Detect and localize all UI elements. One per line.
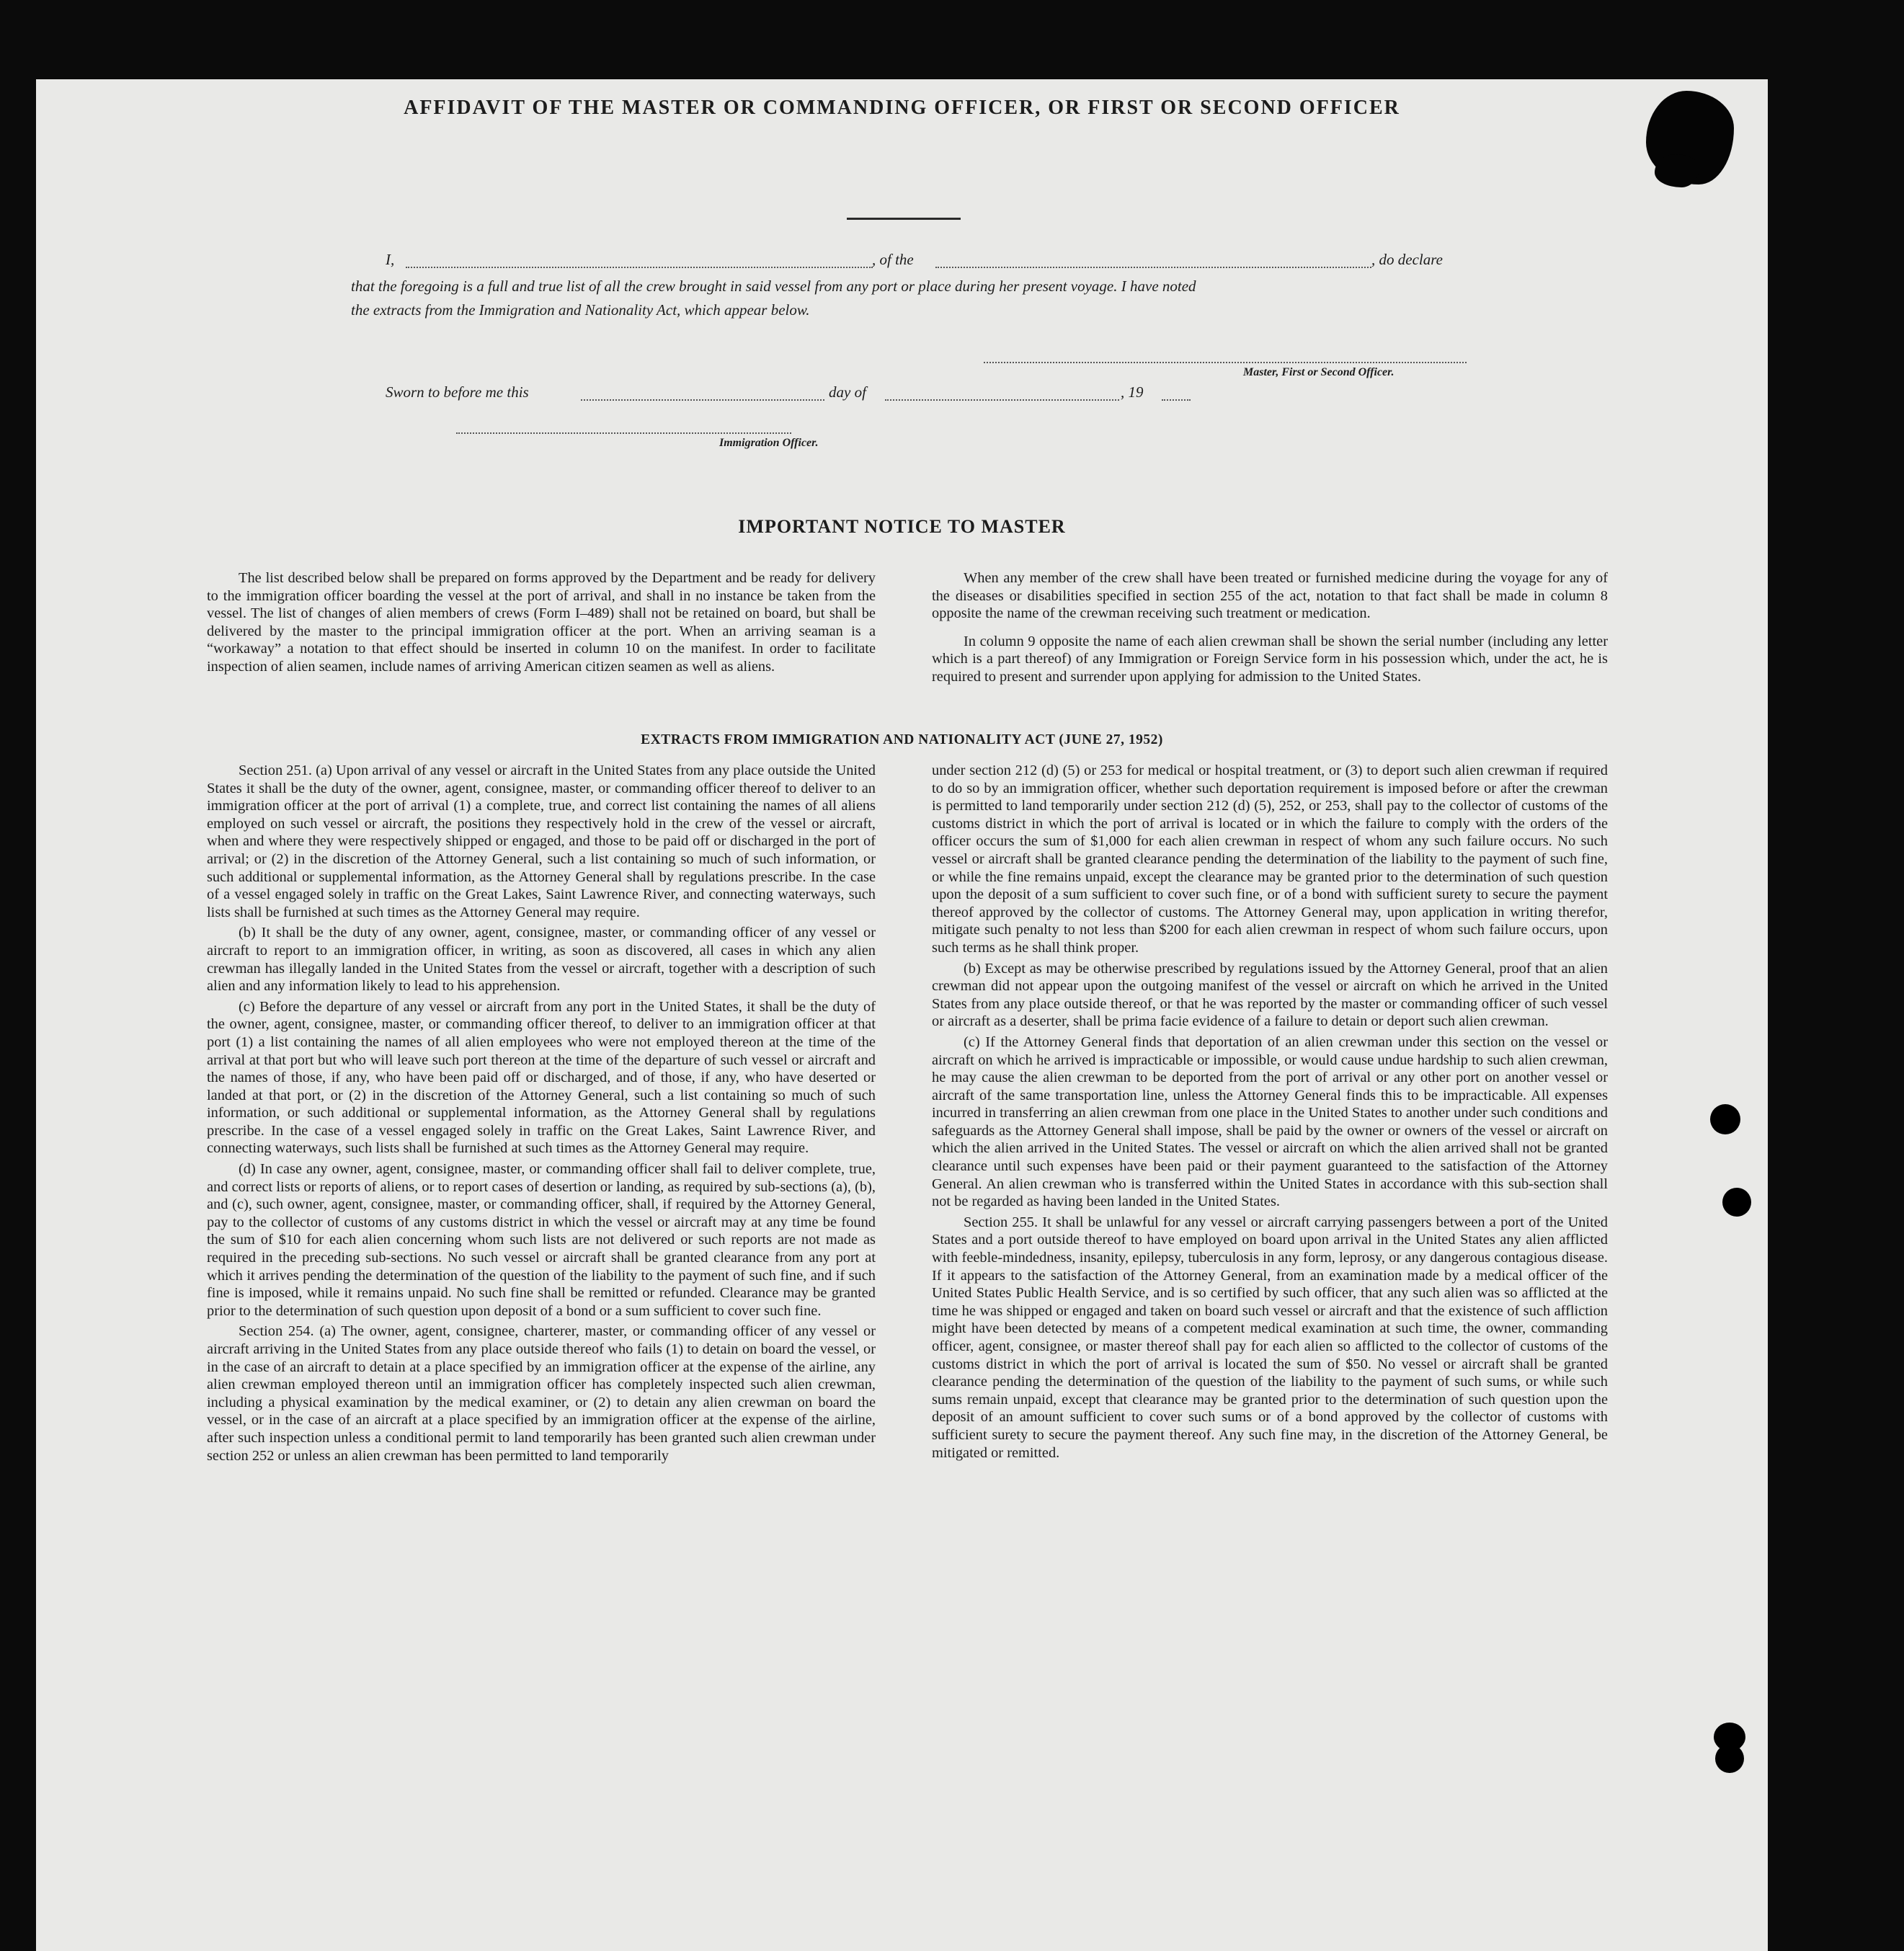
section-254-b: (b) Except as may be otherwise prescribed by regulations issued by the Attorney General, proof that an alien crewman did not appear upon the outgoing manifest of the vessel or aircraft on which he arrived in the United States from any place outside thereof, or that he was reported by the master or commanding officer of such vessel or aircraft as a deserter, shall be prima facie evidence of a failure to detain or deport such alien crewman. — [932, 960, 1608, 1030]
section-251-d: (d) In case any owner, agent, consignee, master, or commanding officer shall fail to deliver complete, true, and correct lists or reports of aliens, or to report cases of desertion or landing, as required by sub-sections (a), (b), and (c), such owner, agent, consignee, master, or commanding officer, shall, if required by the Attorney General, pay to the collector of customs of any customs district in which the vessel or aircraft may at any time be found the sum of $10 for each alien concerning whom such lists are not delivered or such reports are not made as required in the preceding sub-sections. No such vessel or aircraft shall be granted clearance from any port at which it arrives pending the determination of the question of the liability to the payment of such fine, and if such fine is imposed, while it remains unpaid. No such fine shall be remitted or refunded. Clearance may be granted prior to the determination of such question upon deposit of a bond or a sum sufficient to cover such fine. — [207, 1161, 876, 1319]
notice-right-text-1: When any member of the crew shall have been treated or furnished medicine during the voyage for any of the diseases or disabilities specified in section 255 of the act, notation to that fact shall be made in column 8 opposite the name of the crewman receiving such treatment or medication. — [932, 570, 1608, 622]
section-254-a: Section 254. (a) The owner, agent, consignee, charterer, master, or commanding officer of any vessel or aircraft arriving in the United States from any place outside thereof who fails (1) to detain on board the vessel, or in the case of an aircraft to detain at a place specified by an immigration officer at the expense of the airline, any alien crewman employed thereon until an immigration officer has completely inspected such alien crewman, including a physical examination by the medical examiner, or (2) to detain any alien crewman on board the vessel, or in the case of an aircraft at a place specified by an immigration officer at the expense of the airline, after such inspection unless a conditional permit to land temporarily has been granted such alien crewman under section 252 or unless an alien crewman has been permitted to land temporarily — [207, 1323, 876, 1464]
i-label: I, — [386, 251, 395, 268]
section-254-a-continued: under section 212 (d) (5) or 253 for medical or hospital treatment, or (3) to deport such alien crewman if required to do so by an immigration officer, whether such deportation requirement is imposed before or after the crewman is permitted to land temporarily under section 212 (d) (5), 252, or 253, shall pay to the collector of customs of the customs district in which the port of arrival is located or in which the failure to comply with the orders of the officer occurs the sum of $1,000 for each alien crewman in respect of whom any such failure occurs. No such vessel or aircraft shall be granted clearance pending the determination of the liability to the payment of such fine, or while the fine remains unpaid, except the clearance may be granted prior to the determination of such question upon the deposit of a sum sufficient to cover such fine, or of a bond with sufficient surety to secure the payment thereof approved by the collector of customs. The Attorney General may, upon application in writing therefor, mitigate such penalty to not less than $200 for each alien crewman in respect of whom such failure occurs, upon such terms as he shall think proper. — [932, 763, 1608, 956]
punch-hole-1 — [1710, 1104, 1740, 1134]
officer-caption: Immigration Officer. — [719, 437, 819, 449]
month-field[interactable] — [885, 399, 1119, 401]
notice-right-column — [932, 569, 1608, 689]
officer-signature-field[interactable] — [456, 432, 791, 434]
year-field[interactable] — [1162, 399, 1191, 401]
section-251-c: (c) Before the departure of any vessel or aircraft from any port in the United States, it shall be the duty of the owner, agent, consignee, master, or commanding officer thereof, to deliver to an immigration officer at that port (1) a list containing the names of all alien employees who were not employed thereon at the time of the arrival at that port but who will leave such port thereon at the time of the departure of such vessel or aircraft and the names of those, if any, who have been paid off or discharged, and of those, if any, who have deserted or landed at that port, or (2) in the discretion of the Attorney General, such a list containing so much of such information, or such additional or supplemental information, as the Attorney General shall by regulations prescribe. In the case of a vessel engaged solely in traffic on the Great Lakes, Saint Lawrence River, and connecting waterways, such lists shall be furnished at such times as the Attorney General may require. — [207, 998, 876, 1157]
extracts-title: EXTRACTS FROM IMMIGRATION AND NATIONALITY ACT (JUNE 27, 1952) — [641, 732, 1163, 747]
notice-left-column — [207, 569, 876, 679]
extracts-right-column — [932, 762, 1608, 1465]
sworn-label: Sworn to before me this — [386, 383, 529, 401]
name-field[interactable] — [406, 267, 873, 268]
section-254-c: (c) If the Attorney General finds that deportation of an alien crewman under this section on the vessel or aircraft on which he arrived is impracticable or impossible, or would cause undue hardship to such alien crewman, he may cause the alien crewman to be deported from the port of arrival or any other port on another vessel or aircraft of the same transportation line, unless the Attorney General finds this to be impracticable. All expenses incurred in transferring an alien crewman from one place in the United States to another under such conditions and safeguards as the Attorney General shall impose, shall be paid by the owner or owners of the vessel or aircraft on which the alien arrived in the United States. The vessel or aircraft on which the alien arrived shall not be granted clearance until such expenses have been paid or their payment guaranteed to the satisfaction of the Attorney General. An alien crewman who is transferred within the United States in accordance with this sub-section shall not be regarded as having been landed in the United States. — [932, 1034, 1608, 1210]
section-255: Section 255. It shall be unlawful for any vessel or aircraft carrying passengers between a port of the United States and a port outside thereof to have employed on board upon arrival in the United States any alien afflicted with feeble-mindedness, insanity, epilepsy, tuberculosis in any form, leprosy, or any dangerous contagious disease. If it appears to the satisfaction of the Attorney General, from an examination made by a medical officer of the United States Public Health Service, and is so certified by such officer, that any such alien was so afflicted at the time he was shipped or engaged and taken on board such vessel or aircraft and that the existence of such affliction might have been detected by means of a competent medical examination at such time, the owner, commanding officer, agent, consignee, or master thereof shall pay for each alien so afflicted to the collector of customs of the customs district in which the port of arrival is located the sum of $50. No vessel or aircraft shall be granted clearance pending the determination of the question of the liability to the payment of such sums, or while such sums remain unpaid, except that clearance may be granted prior to the determination of such question upon the deposit of an amount sufficient to cover such sums or of a bond approved by the collector of customs with sufficient surety to secure the payment thereof. Any such fine may, in the discretion of the Attorney General, be mitigated or remitted. — [932, 1214, 1608, 1461]
punch-hole-4 — [1715, 1744, 1744, 1773]
declaration-line-2: that the foregoing is a full and true list of all the crew brought in said vessel from any port or place during her present voyage. I have noted — [351, 277, 1196, 295]
extracts-left-column — [207, 762, 876, 1467]
of-the-label: , of the — [872, 251, 914, 268]
vessel-field[interactable] — [935, 267, 1371, 268]
day-of-label: day of — [829, 383, 866, 401]
notice-left-text: The list described below shall be prepared on forms approved by the Department and be ready for delivery to the immigration officer boarding the vessel at the port of arrival, and shall in no instance be taken from the vessel. The list of changes of alien members of crews (Form I–489) shall not be retained on board, but shall be delivered by the master to the principal immigration officer at the port. When an arriving seaman is a “workaway” a notation to that effect should be inserted in column 10 on the manifest. In order to facilitate inspection of alien seamen, include names of arriving American citizen seamen as well as aliens. — [207, 570, 876, 675]
master-signature-field[interactable] — [984, 362, 1467, 363]
punch-hole-2 — [1722, 1188, 1751, 1217]
master-caption: Master, First or Second Officer. — [1243, 366, 1394, 378]
declaration-line-3: the extracts from the Immigration and Nationality Act, which appear below. — [351, 301, 810, 319]
year-label: , 19 — [1121, 383, 1144, 401]
notice-title: IMPORTANT NOTICE TO MASTER — [738, 516, 1066, 537]
do-declare-label: , do declare — [1371, 251, 1443, 268]
sworn-date-field[interactable] — [581, 399, 824, 401]
title-rule — [847, 218, 961, 220]
affidavit-title: AFFIDAVIT OF THE MASTER OR COMMANDING OFFICER, OR FIRST OR SECOND OFFICER — [404, 97, 1400, 119]
torn-corner-mark-2 — [1655, 154, 1699, 187]
section-251-a: Section 251. (a) Upon arrival of any vessel or aircraft in the United States from any place outside the United States it shall be the duty of the owner, agent, consignee, master, or commanding officer thereof to deliver to an immigration officer at the port of arrival (1) a complete, true, and correct list containing the names of all aliens employed on such vessel or aircraft, the positions they respectively hold in the crew of the vessel or aircraft, when and where they were respectively shipped or engaged, and those to be paid off or discharged in the port of arrival; or (2) in the discretion of the Attorney General, such a list containing so much of such information, or such additional or supplemental information, as the Attorney General shall by regulations prescribe. In the case of a vessel engaged solely in traffic on the Great Lakes, Saint Lawrence River, and connecting waterways, such lists shall be furnished at such times as the Attorney General may require. — [207, 763, 876, 920]
section-251-b: (b) It shall be the duty of any owner, agent, consignee, master, or commanding officer of any vessel or aircraft to report to an immigration officer, in writing, as soon as discovered, all cases in which any alien crewman has illegally landed in the United States from the vessel or aircraft, together with a description of such alien and any information likely to lead to his apprehension. — [207, 925, 876, 995]
notice-right-text-2: In column 9 opposite the name of each alien crewman shall be shown the serial number (including any letter which is a part thereof) of any Immigration or Foreign Service form in his possession which, under the act, he is required to present and surrender upon applying for admission to the United States. — [932, 633, 1608, 685]
